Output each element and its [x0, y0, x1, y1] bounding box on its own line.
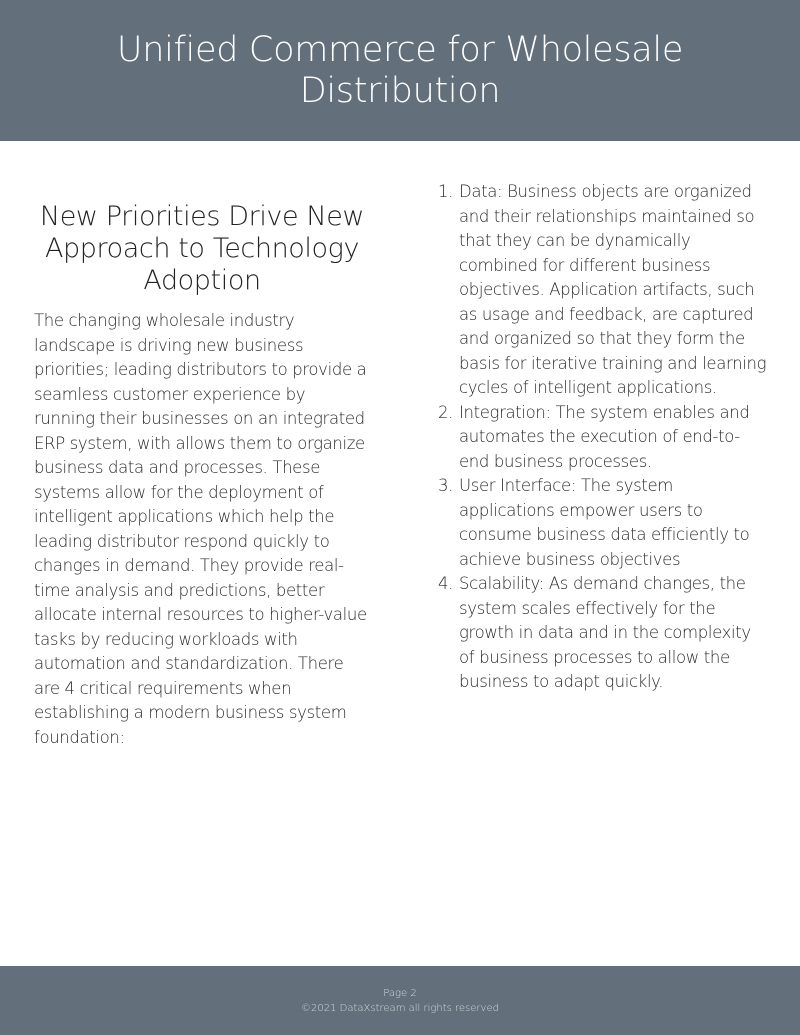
requirements-column: [438, 180, 768, 695]
list-item-number: 1.: [438, 182, 454, 201]
list-item-number: 3.: [438, 476, 454, 495]
list-item-text: Data: Business objects are organized and their relationships maintained so that they can be dynamically combined for different business objectives. Application artifacts, such as usage and feedback, are captured and organized so that they form the basis for iterative training and learning cycles of intelligent applications.: [459, 182, 767, 397]
list-item-text: Integration: The system enables and automates the execution of end-to-end business processes.: [459, 402, 750, 471]
list-item-number: 4.: [438, 574, 454, 593]
list-item: [438, 474, 768, 572]
document-title: Unified Commerce for Wholesale Distribution: [116, 29, 684, 111]
copyright-text: ©2021 DataXstream all rights reserved: [301, 1002, 499, 1014]
section-heading: New Priorities Drive New Approach to Technology Adoption: [39, 201, 365, 296]
list-item: [438, 180, 768, 401]
page-number: Page 2: [383, 987, 417, 999]
list-item-text: User Interface: The system applications empower users to consume business data efficiently to achieve business objectives: [459, 476, 750, 569]
list-item: [438, 572, 768, 695]
intro-column: [34, 201, 370, 750]
requirements-list: [438, 180, 768, 695]
page-header: [0, 0, 800, 141]
list-item-number: 2.: [438, 402, 454, 422]
intro-paragraph: The changing wholesale industry landscape is driving new business priorities; leading distributors to provide a seamless customer experience by running their businesses on an integrated ERP system, with allows them to organize business data and processes. These systems allow for the deployment of intelligent applications which help the leading distributor respond quickly to changes in demand. They provide real-time analysis and predictions, better allocate internal resources to higher-value tasks by reducing workloads with automation and standardization. There are 4 critical requirements when establishing a modern business system foundation:: [34, 311, 367, 747]
list-item-text: Scalability: As demand changes, the system scales effectively for the growth in data and in the complexity of business processes to allow the business to adapt quickly.: [459, 574, 751, 691]
page-footer: [0, 966, 800, 1035]
list-item: [438, 401, 768, 475]
